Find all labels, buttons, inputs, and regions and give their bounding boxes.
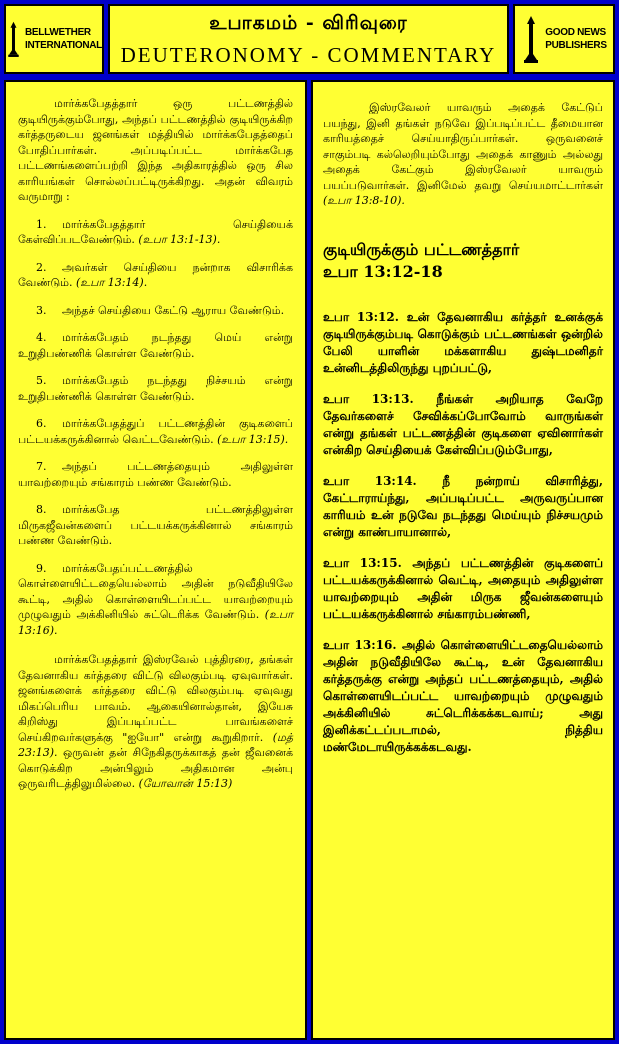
verse: உபா 13:15. அந்தப் பட்டணத்தின் குடிகளைப் பட்டயக்கருக்கினால் வெட்டி, அதையும் அதிலுள்ள யாவற்றையும் அதின் மிருக ஜீவன்களையும் பட்டயக்கருக்கினால் சங்காரம்பண்ணி, <box>323 555 603 621</box>
verse: உபா 13:12. உன் தேவனாகிய கர்த்தர் உனக்குக் குடியிருக்கும்படி கொடுக்கும் பட்டணங்கள் ஒன்றில் பேலி யாளின் மக்களாகிய துஷ்டமனிதர் உன்னிடத்திலிருந்து புறப்பட்டு, <box>323 309 603 375</box>
list-item: 3. அந்தச் செய்தியை கேட்டு ஆராய வேண்டும். <box>36 303 285 317</box>
logo-left-text: BELLWETHER INTERNATIONAL <box>24 27 102 51</box>
left-column <box>4 80 307 1040</box>
page-title-tamil: உபாகமம் - விரிவுரை <box>209 12 408 34</box>
list-item: 1. மார்க்கபேதத்தார் செய்தியைக் கேள்விப்படவேண்டும். (உபா 13:1-13). <box>18 217 293 246</box>
verse: உபா 13:14. நீ நன்றாய் விசாரித்து, கேட்டாராய்ந்து, அப்படிப்பட்ட அருவருப்பான காரியம் உன் நடுவே நடந்தது மெய்யும் நிச்சயமும் என்று காண்பாயானால், <box>323 473 603 539</box>
left-intro: மார்க்கபேதத்தார் ஒரு பட்டணத்தில் குடியிருக்கும்போது, அந்தப் பட்டணத்தில் குடியிருக்கிற கர்த்தருடைய ஜனங்கள் மத்தியில் மார்க்கபேதத்தைப் போதிப்பார்கள். அப்படிப்பட்ட மார்க்கபேத பட்டணங்களைப்பற்றி இந்த அதிகாரத்தில் ஒரு சில காரியங்கள் சொல்லப்பட்டிருக்கிறது. அதன் விவரம் வருமாறு : <box>18 97 293 203</box>
lamp-icon <box>521 14 541 64</box>
right-column <box>311 80 615 1040</box>
good-news-logo <box>513 4 615 74</box>
page-title-english: DEUTERONOMY - COMMENTARY <box>120 43 497 67</box>
list-item: 8. மார்க்கபேத பட்டணத்திலுள்ள மிருகஜீவன்களைப் பட்டயக்கருக்கினால் சங்காரம் பண்ண வேண்டும். <box>18 503 293 547</box>
list-item: 6. மார்க்கபேதத்துப் பட்டணத்தின் குடிகளைப் பட்டயக்கருக்கினால் வெட்டவேண்டும். (உபா 13:15). <box>18 417 293 446</box>
list-item: 2. அவர்கள் செய்தியை நன்றாக விசாரிக்க வேண்டும். (உபா 13:14). <box>18 260 293 289</box>
verse: உபா 13:13. நீங்கள் அறியாத வேறே தேவர்களைச் சேவிக்கப்போவோம் வாருங்கள் என்று தங்கள் பட்டணத்தின் குடிகளை ஏவினார்கள் என்கிற செய்தியைக் கேள்விப்படும்போது, <box>323 391 603 457</box>
list-item: 7. அந்தப் பட்டணத்தையும் அதிலுள்ள யாவற்றையும் சங்காரம் பண்ண வேண்டும். <box>18 460 293 489</box>
right-intro: இஸ்ரவேலர் யாவரும் அதைக் கேட்டுப் பயந்து, இனி தங்கள் நடுவே இப்படிப்பட்ட தீமையான காரியத்தைச் செய்யாதிருப்பார்கள். ஒருவனைச் சாகும்படி கல்லெறியும்போது அதைக் காணும் அல்லது அதைக் கேட்கும் இஸ்ரவேலர் யாவரும் பயப்படுவார்கள். இனிமேல் தவறு செய்யமாட்டார்கள் (உபா 13:8-10). <box>323 101 603 207</box>
section-heading: குடியிருக்கும் பட்டணத்தார் உபா 13:12-18 <box>323 239 520 281</box>
list-item: 5. மார்க்கபேதம் நடந்தது நிச்சயம் என்று உறுதிபண்ணிக் கொள்ள வேண்டும். <box>18 374 293 403</box>
list-item: 9. மார்க்கபேதப்பட்டணத்தில் கொள்ளையிட்டதையெல்லாம் அதின் நடுவீதியிலே கூட்டி, அதில் கொள்ளையிடப்பட்ட யாவற்றையும் முழுவதும் அக்கினியில் சுட்டெரிக்க வேண்டும். (உபா 13:16). <box>18 561 293 637</box>
left-closing: மார்க்கபேதத்தார் இஸ்ரவேல் புத்திரரை, தங்கள் தேவனாகிய கர்த்தரை விட்டு விலகும்படி ஏவுவார்கள். ஜனங்களைக் கர்த்தரை விட்டு விலகும்படி ஏவுவது மிகப்பெரிய பாவம். ஆகையினால்தான், இயேசு கிறிஸ்து இப்படிப்பட்ட பாவங்களைச் செய்கிறவர்களுக்கு "ஐயோ" என்று கூறுகிறார். (மத் 23:13). ஒருவன் தன் சிநேகிதருக்காகத் தன் ஜீவனைக் கொடுக்கிற அன்பிலும் அதிகமான அன்பு ஒருவரிடத்திலுமில்லை. (யோவான் 15:13) <box>18 653 294 790</box>
verse: உபா 13:16. அதில் கொள்ளையிட்டதையெல்லாம் அதின் நடுவீதியிலே கூட்டி, உன் தேவனாகிய கர்த்தருக்கு என்று அந்தப் பட்டணத்தையும், அதில் கொள்ளையிடப்பட்ட யாவற்றையும் முழுவதும் அக்கினியில் சுட்டெரிக்கக்கடவாய்; அது இனிக்கட்டப்படாமல், நித்திய மண்மேடாயிருக்கக்கடவது. <box>323 637 603 754</box>
bellwether-logo <box>4 4 104 74</box>
logo-right-text: GOOD NEWS PUBLISHERS <box>545 27 607 51</box>
title-banner <box>108 4 509 74</box>
lamp-icon <box>6 14 21 64</box>
numbered-list <box>18 217 293 639</box>
list-item: 4. மார்க்கபேதம் நடந்தது மெய் என்று உறுதிபண்ணிக் கொள்ள வேண்டும். <box>18 331 293 360</box>
